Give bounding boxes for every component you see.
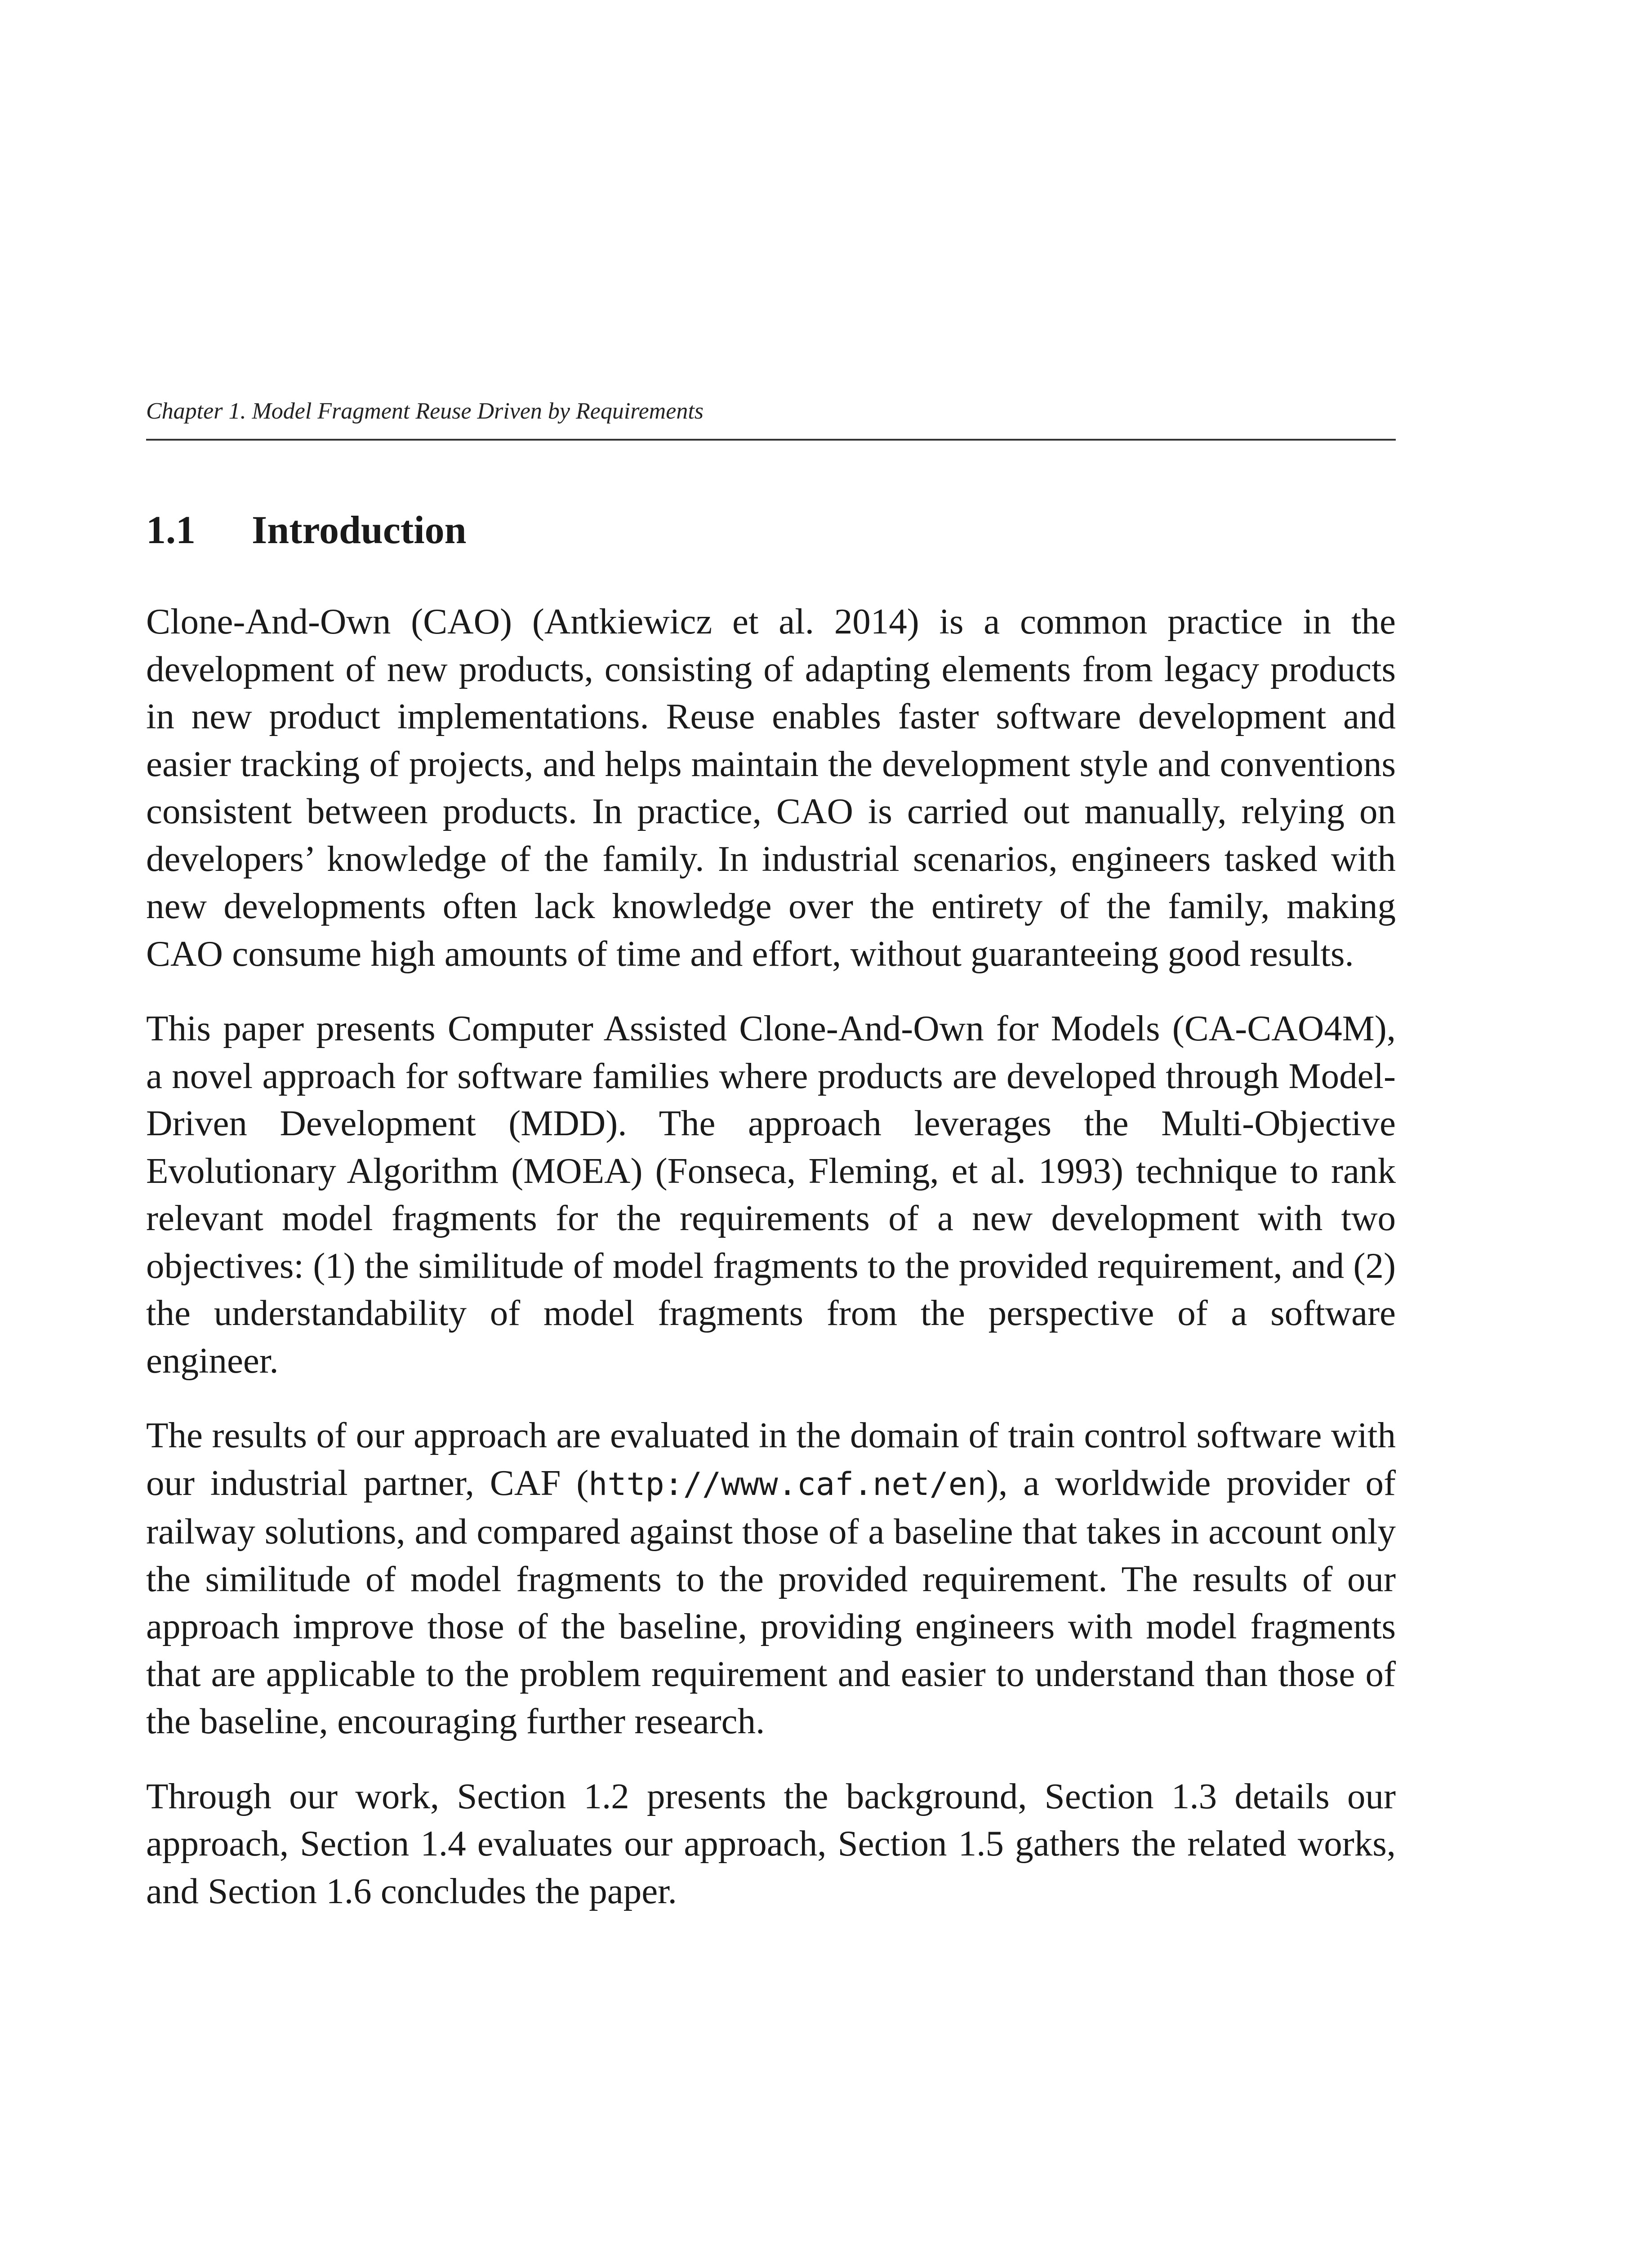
section-title: Introduction <box>252 508 467 552</box>
running-header: Chapter 1. Model Fragment Reuse Driven by Requirements <box>146 398 704 424</box>
paragraph-2: This paper presents Computer Assisted Clone-And-Own for Models (CA-CAO4M), a novel approach for software families where products are developed through Model-Driven Development (MDD). The approach leverages the Multi-Objective Evolutionary Algorithm (MOEA) (Fonseca, Fleming, et al. 1993) technique to rank relevant model fragments for the requirements of a new development with two objectives: (1) the similitude of model fragments to the provided requirement, and (2) the understandability of model fragments from the perspective of a software engineer. <box>146 1008 1396 1381</box>
body-text <box>146 598 1396 1942</box>
caf-url-link[interactable]: http://www.caf.net/en <box>588 1465 987 1503</box>
paragraph-1: Clone-And-Own (CAO) (Antkiewicz et al. 2014) is a common practice in the development of new products, consisting of adapting elements from legacy products in new product implementations. Reuse enables faster software development and easier tracking of projects, and helps maintain the development style and conventions consistent between products. In practice, CAO is carried out manually, relying on developers’ knowledge of the family. In industrial scenarios, engineers tasked with new developments often lack knowledge over the entirety of the family, making CAO consume high amounts of time and effort, without guaranteeing good results. <box>146 601 1396 974</box>
paragraph-3 <box>146 1412 1396 1745</box>
paragraph-3-text-start: The results of our approach are evaluated in the domain of train control software with our industrial partner, CAF ( <box>146 1415 1396 1503</box>
header-rule <box>146 439 1396 441</box>
section-heading <box>146 506 1396 555</box>
section-number: 1.1 <box>146 508 196 552</box>
paragraph-3-text-end: ), a worldwide provider of railway solutions, and compared against those of a baseline that takes in account only the similitude of model fragments to the provided requirement. The results of our approach improve those of the baseline, providing engineers with model fragments that are applicable to the problem requirement and easier to understand than those of the baseline, encouraging further research. <box>146 1462 1396 1741</box>
paragraph-4: Through our work, Section 1.2 presents the background, Section 1.3 details our approach, Section 1.4 evaluates our approach, Section 1.5 gathers the related works, and Section 1.6 concludes the paper. <box>146 1775 1396 1911</box>
